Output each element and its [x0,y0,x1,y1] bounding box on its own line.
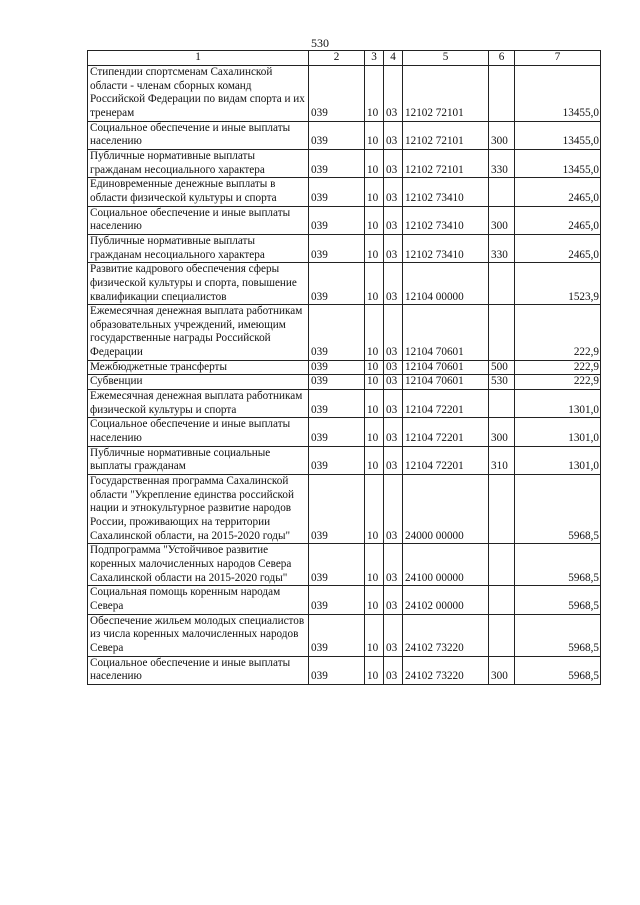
row-amount: 222,9 [515,375,601,390]
row-ministry-code: 039 [309,178,365,206]
row-amount: 5968,5 [515,475,601,544]
row-amount: 222,9 [515,305,601,361]
row-amount: 5968,5 [515,614,601,656]
row-amount: 13455,0 [515,66,601,122]
row-section-code: 10 [365,614,384,656]
row-amount: 1301,0 [515,446,601,474]
row-target-code: 24100 00000 [403,544,489,586]
row-subsection-code: 03 [384,390,403,418]
header-col-7: 7 [515,51,601,66]
table-row [88,544,601,586]
table-row [88,263,601,305]
row-expense-type: 310 [489,446,515,474]
row-subsection-code: 03 [384,263,403,305]
row-section-code: 10 [365,475,384,544]
row-name: Межбюджетные трансферты [88,360,309,375]
row-target-code: 12104 72201 [403,390,489,418]
row-ministry-code: 039 [309,234,365,262]
row-expense-type [489,178,515,206]
header-col-2: 2 [309,51,365,66]
row-section-code: 10 [365,544,384,586]
header-row [88,51,601,66]
table-row [88,305,601,361]
row-expense-type: 530 [489,375,515,390]
row-section-code: 10 [365,305,384,361]
row-target-code: 12104 70601 [403,375,489,390]
row-subsection-code: 03 [384,305,403,361]
row-expense-type: 330 [489,234,515,262]
table-row [88,121,601,149]
row-expense-type [489,263,515,305]
row-ministry-code: 039 [309,475,365,544]
header-col-6: 6 [489,51,515,66]
row-target-code: 12102 72101 [403,66,489,122]
row-name: Публичные нормативные выплаты гражданам несоциального характера [88,234,309,262]
row-section-code: 10 [365,149,384,177]
row-subsection-code: 03 [384,360,403,375]
row-name: Публичные нормативные выплаты гражданам несоциального характера [88,149,309,177]
row-name: Стипендии спортсменам Сахалинской области - членам сборных команд Российской Федерации по видам спорта и их тренерам [88,66,309,122]
row-section-code: 10 [365,375,384,390]
row-section-code: 10 [365,121,384,149]
row-expense-type: 500 [489,360,515,375]
table-row [88,178,601,206]
row-section-code: 10 [365,66,384,122]
row-subsection-code: 03 [384,121,403,149]
row-name: Социальное обеспечение и иные выплаты населению [88,121,309,149]
row-subsection-code: 03 [384,375,403,390]
row-subsection-code: 03 [384,475,403,544]
table-row [88,360,601,375]
row-ministry-code: 039 [309,149,365,177]
row-expense-type [489,586,515,614]
row-section-code: 10 [365,178,384,206]
row-amount: 5968,5 [515,656,601,684]
row-expense-type [489,544,515,586]
row-subsection-code: 03 [384,418,403,446]
row-name: Обеспечение жильем молодых специалистов из числа коренных малочисленных народов Севера [88,614,309,656]
row-subsection-code: 03 [384,614,403,656]
table-row [88,446,601,474]
row-amount: 2465,0 [515,178,601,206]
row-expense-type: 300 [489,206,515,234]
row-section-code: 10 [365,390,384,418]
row-expense-type: 300 [489,656,515,684]
row-subsection-code: 03 [384,446,403,474]
row-expense-type [489,305,515,361]
row-ministry-code: 039 [309,586,365,614]
row-name: Социальное обеспечение и иные выплаты населению [88,656,309,684]
row-amount: 2465,0 [515,234,601,262]
header-col-5: 5 [403,51,489,66]
row-ministry-code: 039 [309,121,365,149]
budget-table [87,50,601,685]
row-amount: 13455,0 [515,121,601,149]
row-target-code: 12102 73410 [403,234,489,262]
row-name: Социальное обеспечение и иные выплаты населению [88,206,309,234]
page-number: 530 [311,36,329,50]
row-ministry-code: 039 [309,375,365,390]
header-col-3: 3 [365,51,384,66]
row-ministry-code: 039 [309,614,365,656]
row-expense-type: 300 [489,418,515,446]
row-name: Государственная программа Сахалинской области "Укрепление единства российской нации и этнокультурное развитие народов России, проживающих на территории Сахалинской области, на 2015-2020 годы" [88,475,309,544]
row-section-code: 10 [365,360,384,375]
row-target-code: 12102 73410 [403,178,489,206]
row-expense-type [489,66,515,122]
row-name: Единовременные денежные выплаты в области физической культуры и спорта [88,178,309,206]
table-row [88,475,601,544]
row-amount: 13455,0 [515,149,601,177]
table-row [88,234,601,262]
row-ministry-code: 039 [309,305,365,361]
row-expense-type [489,390,515,418]
table-row [88,418,601,446]
row-amount: 2465,0 [515,206,601,234]
row-ministry-code: 039 [309,544,365,586]
row-target-code: 12102 73410 [403,206,489,234]
row-target-code: 24102 73220 [403,614,489,656]
row-name: Ежемесячная денежная выплата работникам физической культуры и спорта [88,390,309,418]
row-subsection-code: 03 [384,656,403,684]
row-amount: 222,9 [515,360,601,375]
table-row [88,149,601,177]
row-subsection-code: 03 [384,206,403,234]
row-target-code: 24000 00000 [403,475,489,544]
row-ministry-code: 039 [309,66,365,122]
header-col-4: 4 [384,51,403,66]
row-subsection-code: 03 [384,544,403,586]
row-target-code: 12104 00000 [403,263,489,305]
row-subsection-code: 03 [384,149,403,177]
row-subsection-code: 03 [384,66,403,122]
table-row [88,586,601,614]
row-section-code: 10 [365,206,384,234]
row-amount: 1301,0 [515,418,601,446]
row-ministry-code: 039 [309,206,365,234]
row-target-code: 12102 72101 [403,121,489,149]
row-section-code: 10 [365,234,384,262]
row-ministry-code: 039 [309,263,365,305]
table-row [88,206,601,234]
row-ministry-code: 039 [309,418,365,446]
row-name: Ежемесячная денежная выплата работникам образовательных учреждений, имеющим государственные награды Российской Федерации [88,305,309,361]
row-amount: 5968,5 [515,586,601,614]
row-section-code: 10 [365,656,384,684]
row-name: Социальное обеспечение и иные выплаты населению [88,418,309,446]
row-amount: 1523,9 [515,263,601,305]
row-target-code: 12104 72201 [403,446,489,474]
row-subsection-code: 03 [384,586,403,614]
row-section-code: 10 [365,263,384,305]
row-expense-type [489,614,515,656]
row-target-code: 12104 70601 [403,305,489,361]
row-name: Публичные нормативные социальные выплаты гражданам [88,446,309,474]
row-ministry-code: 039 [309,360,365,375]
row-amount: 5968,5 [515,544,601,586]
row-expense-type: 300 [489,121,515,149]
table-row [88,375,601,390]
row-target-code: 24102 73220 [403,656,489,684]
row-name: Развитие кадрового обеспечения сферы физической культуры и спорта, повышение квалификации специалистов [88,263,309,305]
row-name: Социальная помощь коренным народам Севера [88,586,309,614]
row-name: Подпрограмма "Устойчивое развитие коренных малочисленных народов Севера Сахалинской области на 2015-2020 годы" [88,544,309,586]
row-subsection-code: 03 [384,234,403,262]
row-ministry-code: 039 [309,446,365,474]
row-expense-type: 330 [489,149,515,177]
row-section-code: 10 [365,418,384,446]
table-row [88,390,601,418]
row-ministry-code: 039 [309,656,365,684]
row-amount: 1301,0 [515,390,601,418]
row-section-code: 10 [365,446,384,474]
row-subsection-code: 03 [384,178,403,206]
row-section-code: 10 [365,586,384,614]
table-row [88,656,601,684]
row-target-code: 24102 00000 [403,586,489,614]
row-target-code: 12102 72101 [403,149,489,177]
row-target-code: 12104 70601 [403,360,489,375]
row-target-code: 12104 72201 [403,418,489,446]
row-name: Субвенции [88,375,309,390]
table-row [88,66,601,122]
row-expense-type [489,475,515,544]
table-row [88,614,601,656]
row-ministry-code: 039 [309,390,365,418]
header-col-1: 1 [88,51,309,66]
